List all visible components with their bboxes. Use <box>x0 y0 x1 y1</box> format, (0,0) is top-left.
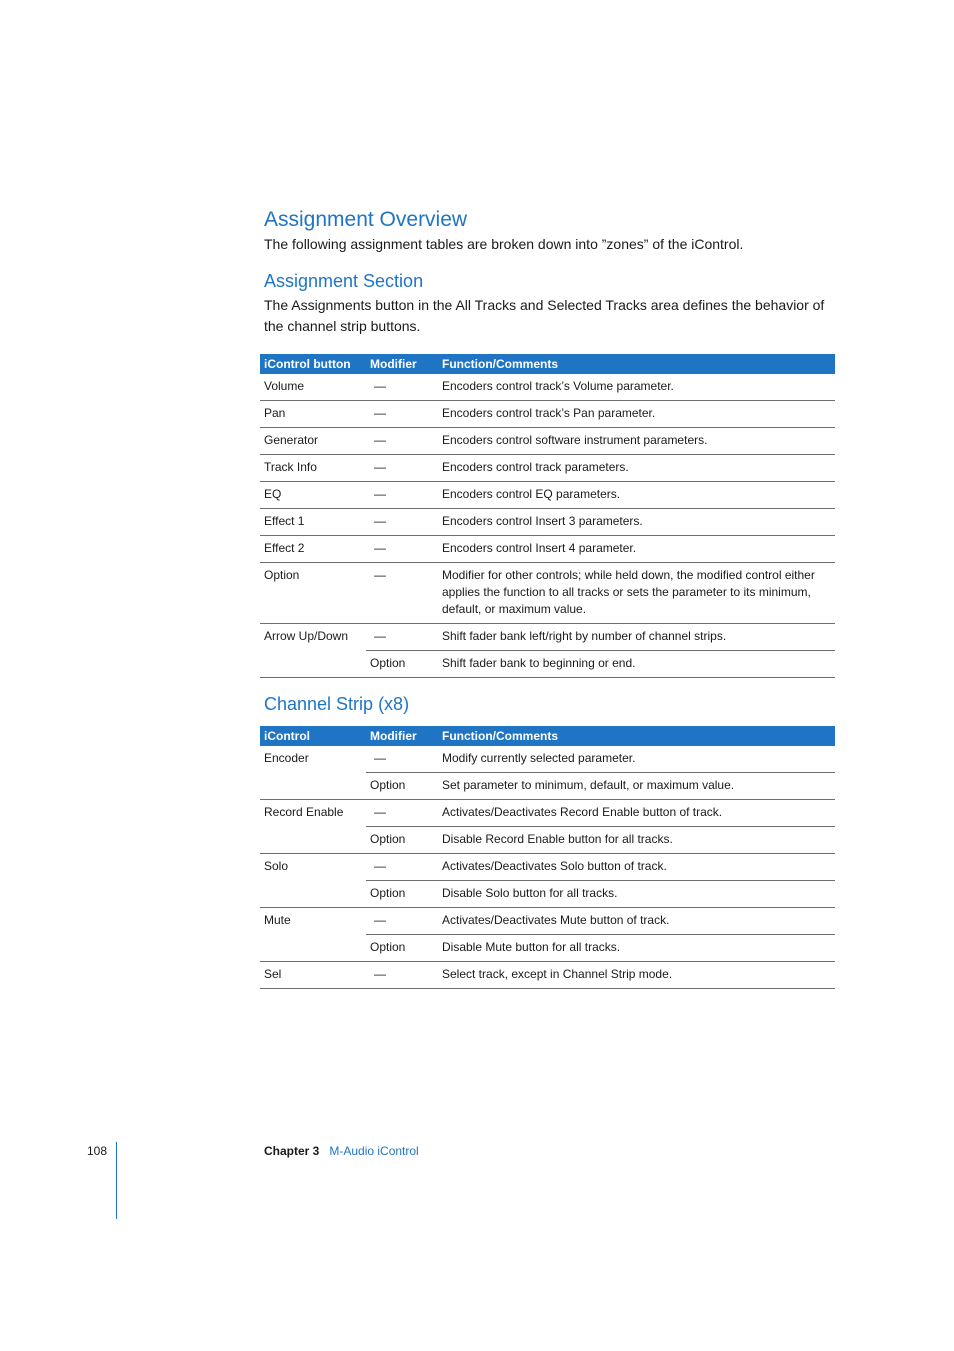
function-cell: Shift fader bank left/right by number of channel strips. <box>438 624 835 651</box>
modifier-cell: Option <box>366 651 438 678</box>
table-row <box>260 374 835 401</box>
modifier-cell: — <box>366 962 438 989</box>
chapter-title: M-Audio iControl <box>329 1144 419 1158</box>
modifier-cell: — <box>366 746 438 773</box>
button-cell: Track Info <box>260 455 366 482</box>
column-header: Modifier <box>366 354 438 374</box>
modifier-cell: — <box>366 536 438 563</box>
modifier-cell: Option <box>366 773 438 800</box>
button-cell: Encoder <box>260 746 366 800</box>
modifier-cell: — <box>366 563 438 624</box>
function-cell: Encoders control track parameters. <box>438 455 835 482</box>
function-cell: Encoders control track’s Volume parameter. <box>438 374 835 401</box>
modifier-cell: — <box>366 374 438 401</box>
table-row <box>260 536 835 563</box>
chapter-footer <box>264 1143 419 1159</box>
modifier-cell: — <box>366 800 438 827</box>
column-header: Modifier <box>366 726 438 746</box>
table-row <box>260 624 835 651</box>
button-cell: Volume <box>260 374 366 401</box>
button-cell: Record Enable <box>260 800 366 854</box>
assignment-section-heading: Assignment Section <box>264 271 424 291</box>
function-cell: Select track, except in Channel Strip mode. <box>438 962 835 989</box>
function-cell: Shift fader bank to beginning or end. <box>438 651 835 678</box>
function-cell: Modifier for other controls; while held down, the modified control either applies the function to all tracks or sets the parameter to its minimum, default, or maximum value. <box>438 563 835 624</box>
table-row <box>260 746 835 773</box>
table-header-row <box>260 726 835 746</box>
table-header-row <box>260 354 835 374</box>
modifier-cell: Option <box>366 827 438 854</box>
modifier-cell: Option <box>366 935 438 962</box>
button-cell: Arrow Up/Down <box>260 624 366 678</box>
button-cell: EQ <box>260 482 366 509</box>
intro-paragraph: The following assignment tables are broken down into ”zones” of the iControl. <box>264 236 744 252</box>
table-row <box>260 908 835 935</box>
column-header: iControl button <box>260 354 366 374</box>
page-title: Assignment Overview <box>264 208 468 231</box>
button-cell: Generator <box>260 428 366 455</box>
footer-divider <box>116 1142 117 1219</box>
function-cell: Disable Solo button for all tracks. <box>438 881 835 908</box>
page-content <box>264 206 835 989</box>
button-cell: Mute <box>260 908 366 962</box>
chapter-label: Chapter 3 <box>264 1144 320 1158</box>
table-row <box>260 401 835 428</box>
table-row <box>260 962 835 989</box>
table-row <box>260 455 835 482</box>
page-number: 108 <box>87 1144 108 1158</box>
function-cell: Disable Record Enable button for all tracks. <box>438 827 835 854</box>
modifier-cell: — <box>366 401 438 428</box>
column-header: Function/Comments <box>438 354 835 374</box>
function-cell: Activates/Deactivates Record Enable button of track. <box>438 800 835 827</box>
function-cell: Disable Mute button for all tracks. <box>438 935 835 962</box>
channel-strip-table <box>260 726 835 989</box>
table-row <box>260 482 835 509</box>
table-row <box>260 854 835 881</box>
modifier-cell: — <box>366 908 438 935</box>
button-cell: Sel <box>260 962 366 989</box>
assignment-table <box>260 354 835 678</box>
button-cell: Option <box>260 563 366 624</box>
function-cell: Encoders control Insert 3 parameters. <box>438 509 835 536</box>
modifier-cell: — <box>366 854 438 881</box>
function-cell: Modify currently selected parameter. <box>438 746 835 773</box>
table-row <box>260 509 835 536</box>
function-cell: Activates/Deactivates Solo button of track. <box>438 854 835 881</box>
button-cell: Pan <box>260 401 366 428</box>
function-cell: Activates/Deactivates Mute button of track. <box>438 908 835 935</box>
table-row <box>260 800 835 827</box>
modifier-cell: — <box>366 624 438 651</box>
function-cell: Encoders control software instrument parameters. <box>438 428 835 455</box>
modifier-cell: Option <box>366 881 438 908</box>
modifier-cell: — <box>366 455 438 482</box>
table-row <box>260 428 835 455</box>
button-cell: Effect 2 <box>260 536 366 563</box>
function-cell: Encoders control Insert 4 parameter. <box>438 536 835 563</box>
button-cell: Solo <box>260 854 366 908</box>
modifier-cell: — <box>366 509 438 536</box>
function-cell: Set parameter to minimum, default, or maximum value. <box>438 773 835 800</box>
modifier-cell: — <box>366 482 438 509</box>
column-header: Function/Comments <box>438 726 835 746</box>
function-cell: Encoders control EQ parameters. <box>438 482 835 509</box>
modifier-cell: — <box>366 428 438 455</box>
button-cell: Effect 1 <box>260 509 366 536</box>
column-header: iControl <box>260 726 366 746</box>
assignment-section-paragraph: The Assignments button in the All Tracks and Selected Tracks area defines the behavior of the channel strip buttons. <box>264 297 825 334</box>
function-cell: Encoders control track’s Pan parameter. <box>438 401 835 428</box>
channel-strip-heading: Channel Strip (x8) <box>264 694 410 714</box>
table-row <box>260 563 835 624</box>
